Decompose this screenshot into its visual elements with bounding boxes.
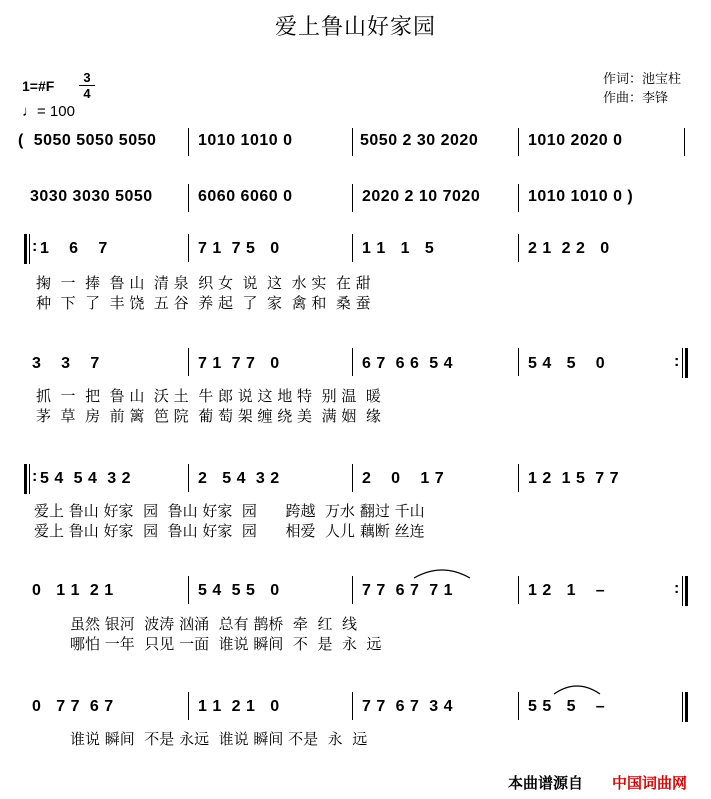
row2-measure4: 1010 1010 0 )	[528, 188, 634, 205]
repeat-dots: :	[32, 238, 38, 255]
row3-measure4: 2 1 2 2 0	[528, 240, 610, 257]
row2-measure1: 3030 3030 5050	[30, 188, 153, 205]
row2-measure2: 6060 6060 0	[198, 188, 293, 205]
barline	[518, 692, 519, 720]
row3-lyrics-verse2: 种 下 了 丰 饶 五 谷 养 起 了 家 禽 和 桑 蚕	[36, 294, 371, 312]
row6-measure3: 7 7 6 7 7 1	[362, 582, 454, 599]
barline	[188, 234, 189, 262]
row4-lyrics-verse2: 茅 草 房 前 篱 笆 院 葡 萄 架 缠 绕 美 满 姻 缘	[36, 407, 381, 425]
repeat-start-thick	[24, 234, 27, 264]
time-signature-bottom: 4	[83, 86, 91, 101]
barline	[518, 348, 519, 376]
barline	[518, 576, 519, 604]
row7-measure2: 1 1 2 1 0	[198, 698, 280, 715]
barline	[352, 348, 353, 376]
row6-measure1: 0 1 1 2 1	[32, 582, 114, 599]
row5-measure2: 2 5 4 3 2	[198, 470, 280, 487]
row5-lyrics-verse2: 爱上 鲁山 好家 园 鲁山 好家 园 相爱 人儿 藕断 丝连	[34, 522, 425, 540]
time-signature	[79, 70, 95, 101]
row3-lyrics-verse1: 掬 一 捧 鲁 山 清 泉 织 女 说 这 水 实 在 甜	[36, 274, 371, 292]
row1-measure4: 1010 2020 0	[528, 132, 623, 149]
repeat-dots: :	[32, 468, 38, 485]
final-barline-thick	[685, 692, 688, 722]
barline	[518, 464, 519, 492]
row3-measure3: 1 1 1 5	[362, 240, 435, 257]
barline	[518, 234, 519, 262]
row7-lyrics: 谁说 瞬间 不是 永远 谁说 瞬间 不是 永 远	[70, 730, 368, 748]
repeat-start-thin	[29, 464, 30, 494]
barline	[684, 128, 685, 156]
credits	[603, 70, 681, 108]
row4-measure1: 3 3 7	[32, 355, 100, 372]
row6-lyrics-verse1: 虽然 银河 波涛 汹涌 总有 鹊桥 牵 红 线	[70, 615, 357, 633]
row4-measure3: 6 7 6 6 5 4	[362, 355, 454, 372]
row4-lyrics-verse1: 抓 一 把 鲁 山 沃 土 牛 郎 说 这 地 特 别 温 暖	[36, 387, 381, 405]
repeat-start-thick	[24, 464, 27, 494]
repeat-end-thick	[685, 576, 688, 606]
site-watermark[interactable]: 中国词曲网	[612, 774, 688, 792]
row1-measure1: ( 5050 5050 5050	[18, 132, 157, 149]
row1-measure2: 1010 1010 0	[198, 132, 293, 149]
row6-measure4: 1 2 1 –	[528, 582, 606, 599]
barline	[188, 128, 189, 156]
time-signature-top: 3	[83, 70, 91, 85]
row7-measure1: 0 7 7 6 7	[32, 698, 114, 715]
row7-measure4: 5 5 5 –	[528, 698, 606, 715]
lyricist: 作词：池宝柱	[603, 72, 682, 87]
barline	[352, 234, 353, 262]
row6-lyrics-verse2: 哪怕 一年 只见 一面 谁说 瞬间 不 是 永 远	[70, 635, 382, 653]
row1-measure3: 5050 2 30 2020	[360, 132, 479, 149]
row3-measure1: 1 6 7	[40, 240, 108, 257]
source-label: 本曲谱源自	[508, 774, 584, 792]
row2-measure3: 2020 2 10 7020	[362, 188, 481, 205]
row3-measure2: 7 1 7 5 0	[198, 240, 280, 257]
row6-measure2: 5 4 5 5 0	[198, 582, 280, 599]
tie-arc	[412, 566, 472, 580]
song-title: 爱上鲁山好家园	[274, 15, 436, 40]
barline	[188, 348, 189, 376]
barline	[352, 184, 353, 212]
repeat-end-thick	[685, 348, 688, 378]
barline	[188, 464, 189, 492]
repeat-end-thin	[682, 348, 683, 378]
barline	[352, 576, 353, 604]
repeat-start-thin	[29, 234, 30, 264]
row5-measure3: 2 0 1 7	[362, 470, 445, 487]
repeat-end-thin	[682, 576, 683, 606]
row7-measure3: 7 7 6 7 3 4	[362, 698, 454, 715]
barline	[352, 128, 353, 156]
tempo-marking: ♩= 100	[22, 103, 75, 120]
repeat-dots: :	[674, 353, 680, 370]
barline	[352, 692, 353, 720]
barline	[188, 184, 189, 212]
row4-measure2: 7 1 7 7 0	[198, 355, 280, 372]
key-signature: 1=#F	[22, 78, 55, 94]
tie-arc	[552, 682, 602, 696]
barline	[188, 692, 189, 720]
barline	[518, 128, 519, 156]
final-barline-thin	[682, 692, 683, 722]
row5-measure4: 1 2 1 5 7 7	[528, 470, 620, 487]
composer: 作曲：李锋	[603, 91, 669, 106]
row4-measure4: 5 4 5 0	[528, 355, 606, 372]
repeat-dots: :	[674, 580, 680, 597]
barline	[518, 184, 519, 212]
row5-lyrics-verse1: 爱上 鲁山 好家 园 鲁山 好家 园 跨越 万水 翻过 千山	[34, 502, 425, 520]
barline	[352, 464, 353, 492]
row5-measure1: 5 4 5 4 3 2	[40, 470, 132, 487]
barline	[188, 576, 189, 604]
